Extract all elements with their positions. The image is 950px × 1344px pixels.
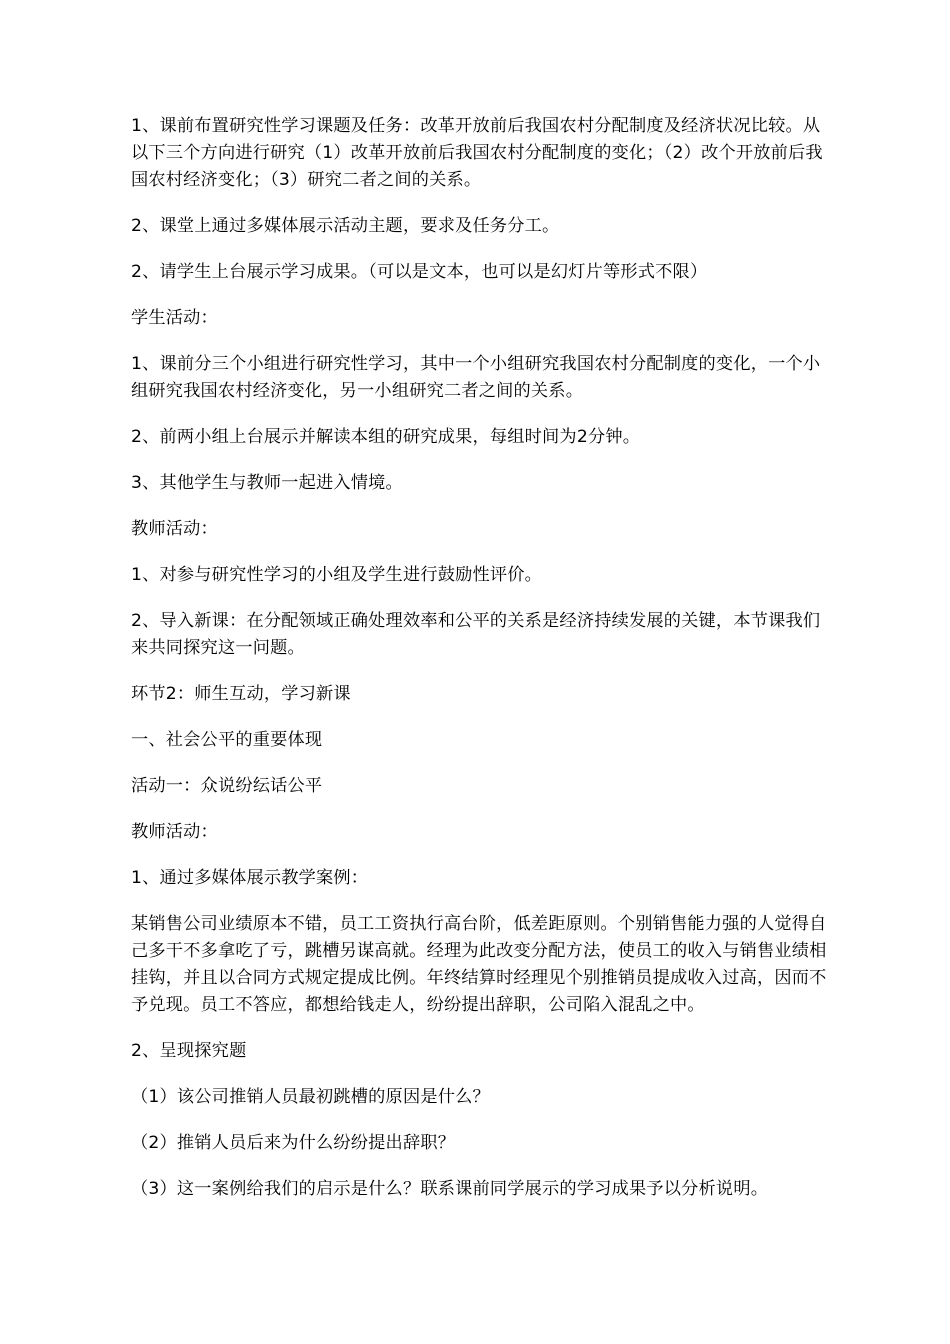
- heading-teacher-activity-2: 教师活动：: [131, 822, 218, 842]
- paragraph-show-case: 1、通过多媒体展示教学案例：: [131, 868, 369, 888]
- heading-section-2: 环节2：师生互动，学习新课: [131, 684, 351, 704]
- paragraph-student-presentation: 2、请学生上台展示学习成果。（可以是文本，也可以是幻灯片等形式不限）: [131, 262, 708, 282]
- paragraph-enter-context: 3、其他学生与教师一起进入情境。: [131, 473, 403, 493]
- paragraph-introduce-lesson: 2、导入新课：在分配领域正确处理效率和公平的关系是经济持续发展的关键，本节课我们来共同探究这一问题。: [131, 611, 821, 658]
- paragraph-case-study: 某销售公司业绩原本不错，员工工资执行高台阶，低差距原则。个别销售能力强的人觉得自己多干不多拿吃了亏，跳槽另谋高就。经理为此改变分配方法，使员工的收入与销售业绩相挂钩，并且以合同方式规定提成比例。年终结算时经理见个别推销员提成收入过高，因而不予兑现。员工不答应，都想给钱走人，纷纷提出辞职，公司陷入混乱之中。: [131, 914, 827, 1015]
- document-body: [131, 113, 831, 1222]
- paragraph-group-presentation: 2、前两小组上台展示并解读本组的研究成果，每组时间为2分钟。: [131, 427, 641, 447]
- paragraph-inquiry-questions: 2、呈现探究题: [131, 1041, 247, 1061]
- heading-social-fairness: 一、社会公平的重要体现: [131, 730, 323, 750]
- heading-activity-one: 活动一：众说纷纭话公平: [131, 776, 323, 796]
- question-1: （1）该公司推销人员最初跳槽的原因是什么？: [131, 1087, 490, 1107]
- question-3: （3）这一案例给我们的启示是什么？联系课前同学展示的学习成果予以分析说明。: [131, 1179, 769, 1199]
- heading-student-activity: 学生活动：: [131, 308, 218, 328]
- paragraph-evaluation: 1、对参与研究性学习的小组及学生进行鼓励性评价。: [131, 565, 543, 585]
- paragraph-task-assignment: 1、课前布置研究性学习课题及任务：改革开放前后我国农村分配制度及经济状况比较。从以下三个方向进行研究（1）改革开放前后我国农村分配制度的变化；（2）改个开放前后我国农村经济变化；（3）研究二者之间的关系。: [131, 116, 823, 190]
- question-2: （2）推销人员后来为什么纷纷提出辞职？: [131, 1133, 456, 1153]
- heading-teacher-activity: 教师活动：: [131, 519, 218, 539]
- paragraph-group-research: 1、课前分三个小组进行研究性学习，其中一个小组研究我国农村分配制度的变化，一个小组研究我国农村经济变化，另一小组研究二者之间的关系。: [131, 354, 821, 401]
- paragraph-multimedia-display: 2、课堂上通过多媒体展示活动主题，要求及任务分工。: [131, 216, 560, 236]
